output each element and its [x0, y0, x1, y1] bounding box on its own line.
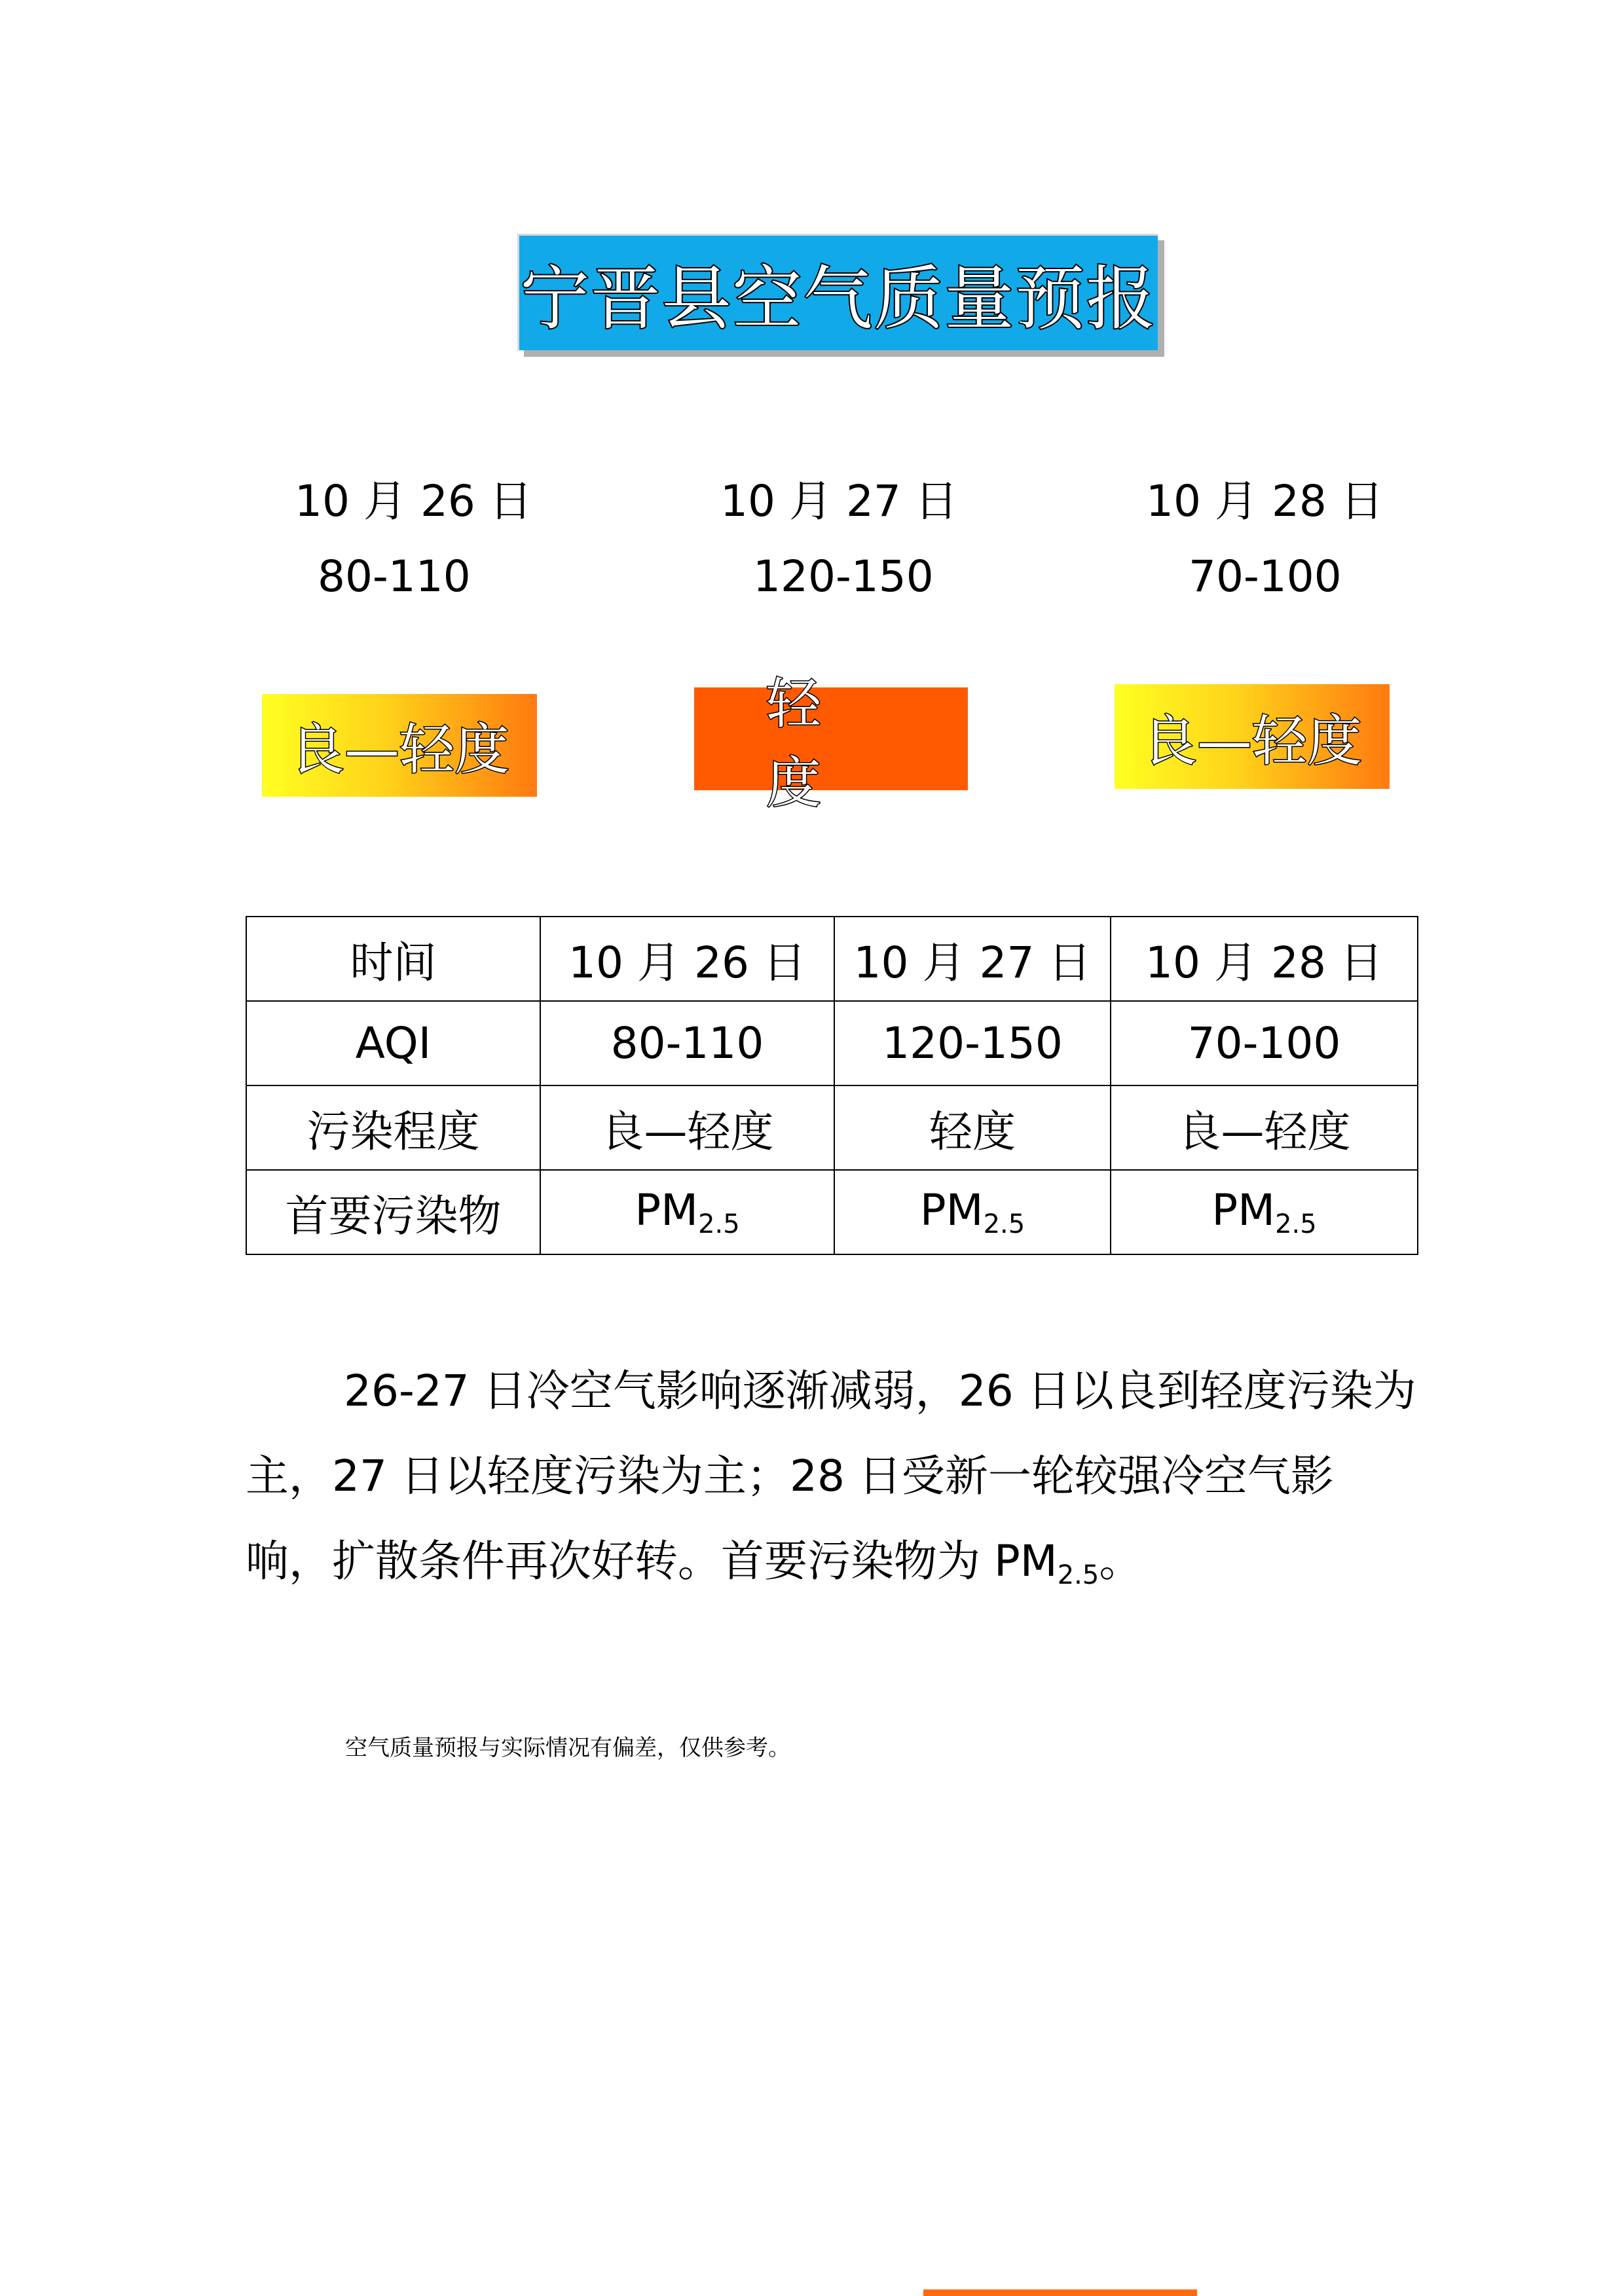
pollutant-name: PM	[635, 1185, 699, 1235]
pollution-level-badge	[694, 671, 968, 815]
forecast-aqi-range: 70-100	[1189, 551, 1342, 602]
badge-label: 轻度	[766, 671, 894, 815]
forecast-aqi-range: 80-110	[318, 551, 471, 602]
forecast-date: 10 月 27 日	[720, 476, 958, 526]
table-cell: 良—轻度	[1111, 1085, 1418, 1170]
table-cell: 10 月 28 日	[1111, 917, 1418, 1001]
aqi-forecast-table	[246, 916, 1418, 1255]
title-banner	[517, 234, 1158, 350]
pollutant-subscript: 2.5	[983, 1209, 1025, 1239]
table-row	[246, 917, 1418, 1001]
description-end: 。	[1099, 1536, 1143, 1586]
row-label: AQI	[246, 1001, 540, 1085]
table-cell	[834, 1170, 1111, 1254]
badge-label: 良—轻度	[1141, 708, 1362, 773]
table-row	[246, 1170, 1418, 1254]
pollutant-subscript: 2.5	[698, 1209, 740, 1239]
forecast-date: 10 月 26 日	[295, 476, 532, 526]
pollution-level-badge	[262, 694, 537, 797]
table-cell: 120-150	[834, 1001, 1111, 1085]
row-label: 污染程度	[246, 1085, 540, 1170]
bottom-accent-bar	[923, 2289, 1197, 2296]
table-cell: 70-100	[1111, 1001, 1418, 1085]
page-title: 宁晋县空气质量预报	[520, 258, 1157, 339]
table-cell: 良—轻度	[540, 1085, 834, 1170]
pollutant-name: PM	[1211, 1185, 1276, 1235]
description-subscript: 2.5	[1057, 1560, 1099, 1590]
table-cell: 80-110	[540, 1001, 834, 1085]
table-cell	[1111, 1170, 1418, 1254]
table-cell: 10 月 26 日	[540, 917, 834, 1001]
forecast-description	[246, 1349, 1418, 1618]
description-text: 26-27 日冷空气影响逐渐减弱，26 日以良到轻度污染为主，27 日以轻度污染为主；28 日受新一轮较强冷空气影响，扩散条件再次好转。首要污染物为 PM	[246, 1366, 1416, 1586]
pollutant-name: PM	[919, 1185, 984, 1235]
pollution-level-badge	[1115, 684, 1390, 789]
row-label: 时间	[246, 917, 540, 1001]
pollutant-subscript: 2.5	[1275, 1209, 1317, 1239]
row-label: 首要污染物	[246, 1170, 540, 1254]
badge-label: 良—轻度	[289, 718, 509, 782]
table-cell: 轻度	[834, 1085, 1111, 1170]
forecast-aqi-range: 120-150	[753, 551, 934, 602]
disclaimer-note: 空气质量预报与实际情况有偏差，仅供参考。	[345, 1735, 790, 1761]
table-cell: 10 月 27 日	[834, 917, 1111, 1001]
table-cell	[540, 1170, 834, 1254]
forecast-date: 10 月 28 日	[1146, 476, 1384, 526]
table-row	[246, 1085, 1418, 1170]
table-row	[246, 1001, 1418, 1085]
